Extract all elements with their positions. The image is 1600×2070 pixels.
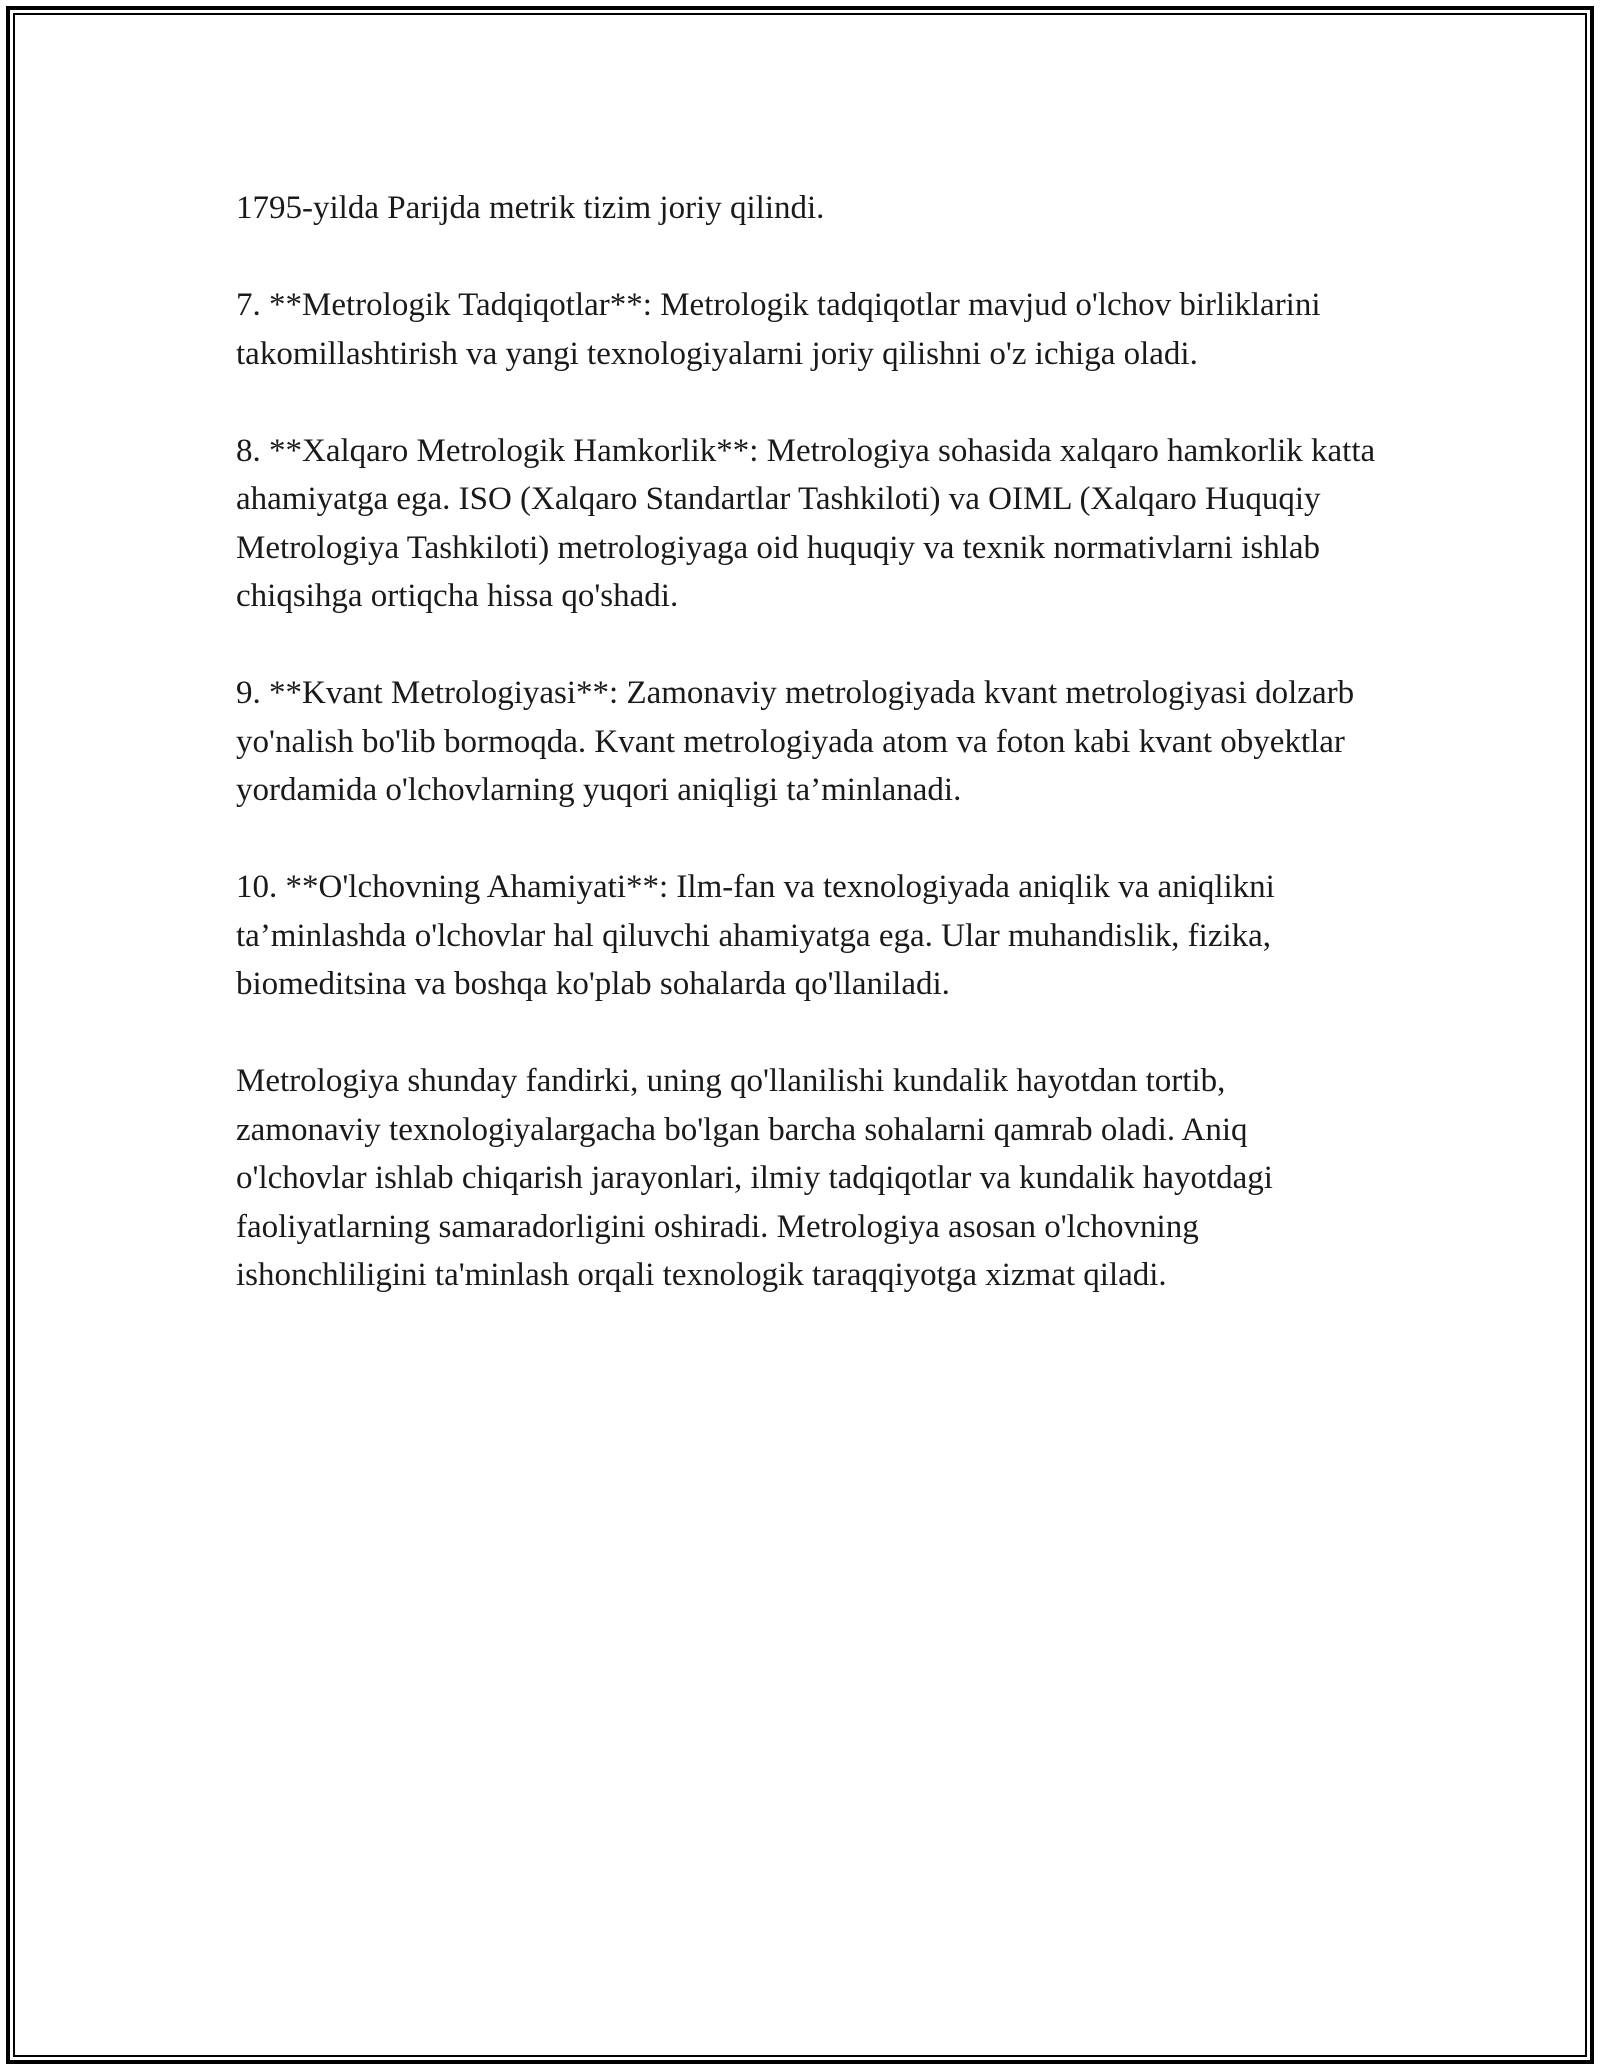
- paragraph-conclusion: Metrologiya shunday fandirki, uning qo'llanilishi kundalik hayotdan tortib, zamonaviy texnologiyalargacha bo'lgan barcha sohalarni qamrab oladi. Aniq o'lchovlar ishlab chiqarish jarayonlari, ilmiy tadqiqotlar va kundalik hayotdagi faoliyatlarning samaradorligini oshiradi. Metrologiya asosan o'lchovning ishonchliligini ta'minlash orqali texnologik taraqqiyotga xizmat qiladi.: [236, 1063, 1273, 1293]
- paragraph-olchovning-ahamiyati: 10. **O'lchovning Ahamiyati**: Ilm-fan va texnologiyada aniqlik va aniqlikni ta’minlashda o'lchovlar hal qiluvchi ahamiyatga ega. Ular muhandislik, fizika, biomeditsina va boshqa ko'plab sohalarda qo'llaniladi.: [236, 869, 1275, 1002]
- document-body: [236, 184, 1376, 1348]
- paragraph-metrologik-tadqiqotlar: 7. **Metrologik Tadqiqotlar**: Metrologik tadqiqotlar mavjud o'lchov birliklarini takomillashtirish va yangi texnologiyalarni joriy qilishni o'z ichiga oladi.: [236, 287, 1321, 372]
- paragraph-kvant-metrologiyasi: 9. **Kvant Metrologiyasi**: Zamonaviy metrologiyada kvant metrologiyasi dolzarb yo'nalish bo'lib bormoqda. Kvant metrologiyada atom va foton kabi kvant obyektlar yordamida o'lchovlarning yuqori aniqligi ta’minlanadi.: [236, 675, 1355, 808]
- paragraph-metric-system-intro: 1795-yilda Parijda metrik tizim joriy qilindi.: [236, 190, 825, 226]
- paragraph-xalqaro-hamkorlik: 8. **Xalqaro Metrologik Hamkorlik**: Metrologiya sohasida xalqaro hamkorlik katta ahamiyatga ega. ISO (Xalqaro Standartlar Tashkiloti) va OIML (Xalqaro Huquqiy Metrologiya Tashkiloti) metrologiyaga oid huquqiy va texnik normativlarni ishlab chiqsihga ortiqcha hissa qo'shadi.: [236, 432, 1376, 614]
